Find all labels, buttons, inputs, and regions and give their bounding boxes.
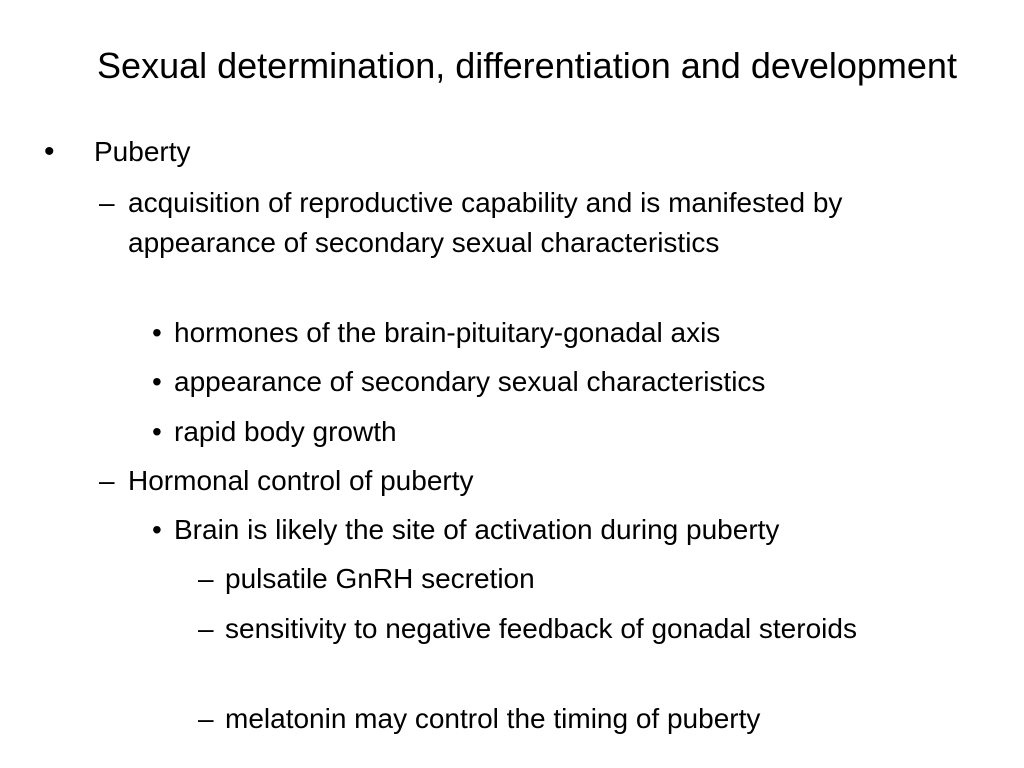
sub-bullet-text: hormones of the brain-pituitary-gonadal axis bbox=[174, 317, 721, 348]
dash-item-acquisition bbox=[99, 183, 888, 263]
dash-text: Hormonal control of puberty bbox=[128, 465, 474, 496]
sub-dash-gnrh bbox=[198, 559, 925, 599]
sub-bullet-brain bbox=[152, 510, 974, 550]
dash-text: acquisition of reproductive capability and is manifested by appearance of secondary sexual characteristics bbox=[128, 187, 843, 258]
sub-dash-text: melatonin may control the timing of puberty bbox=[225, 703, 761, 734]
dash-marker: – bbox=[99, 187, 115, 218]
dash-marker: – bbox=[99, 465, 115, 496]
sub-bullet-text: Brain is likely the site of activation during puberty bbox=[174, 514, 780, 545]
sub-bullet-appearance bbox=[152, 362, 974, 402]
bullet-marker: • bbox=[152, 317, 162, 348]
dash-marker: – bbox=[198, 613, 214, 644]
sub-bullet-hormones bbox=[152, 313, 974, 353]
dash-item-hormonal-control bbox=[99, 461, 888, 501]
bullet-marker: • bbox=[152, 366, 162, 397]
dash-marker: – bbox=[198, 563, 214, 594]
sub-dash-melatonin bbox=[198, 699, 925, 739]
sub-bullet-text: appearance of secondary sexual characteristics bbox=[174, 366, 766, 397]
sub-dash-text: sensitivity to negative feedback of gonadal steroids bbox=[225, 613, 857, 644]
sub-dash-text: pulsatile GnRH secretion bbox=[225, 563, 535, 594]
bullet-item-puberty bbox=[44, 132, 994, 172]
slide-title: Sexual determination, differentiation and development bbox=[97, 45, 957, 86]
bullet-marker: • bbox=[44, 135, 55, 168]
bullet-marker: • bbox=[152, 416, 162, 447]
bullet-text: Puberty bbox=[94, 136, 191, 167]
sub-dash-sensitivity bbox=[198, 609, 925, 649]
sub-bullet-text: rapid body growth bbox=[174, 416, 397, 447]
bullet-marker: • bbox=[152, 514, 162, 545]
dash-marker: – bbox=[198, 703, 214, 734]
sub-bullet-growth bbox=[152, 412, 974, 452]
